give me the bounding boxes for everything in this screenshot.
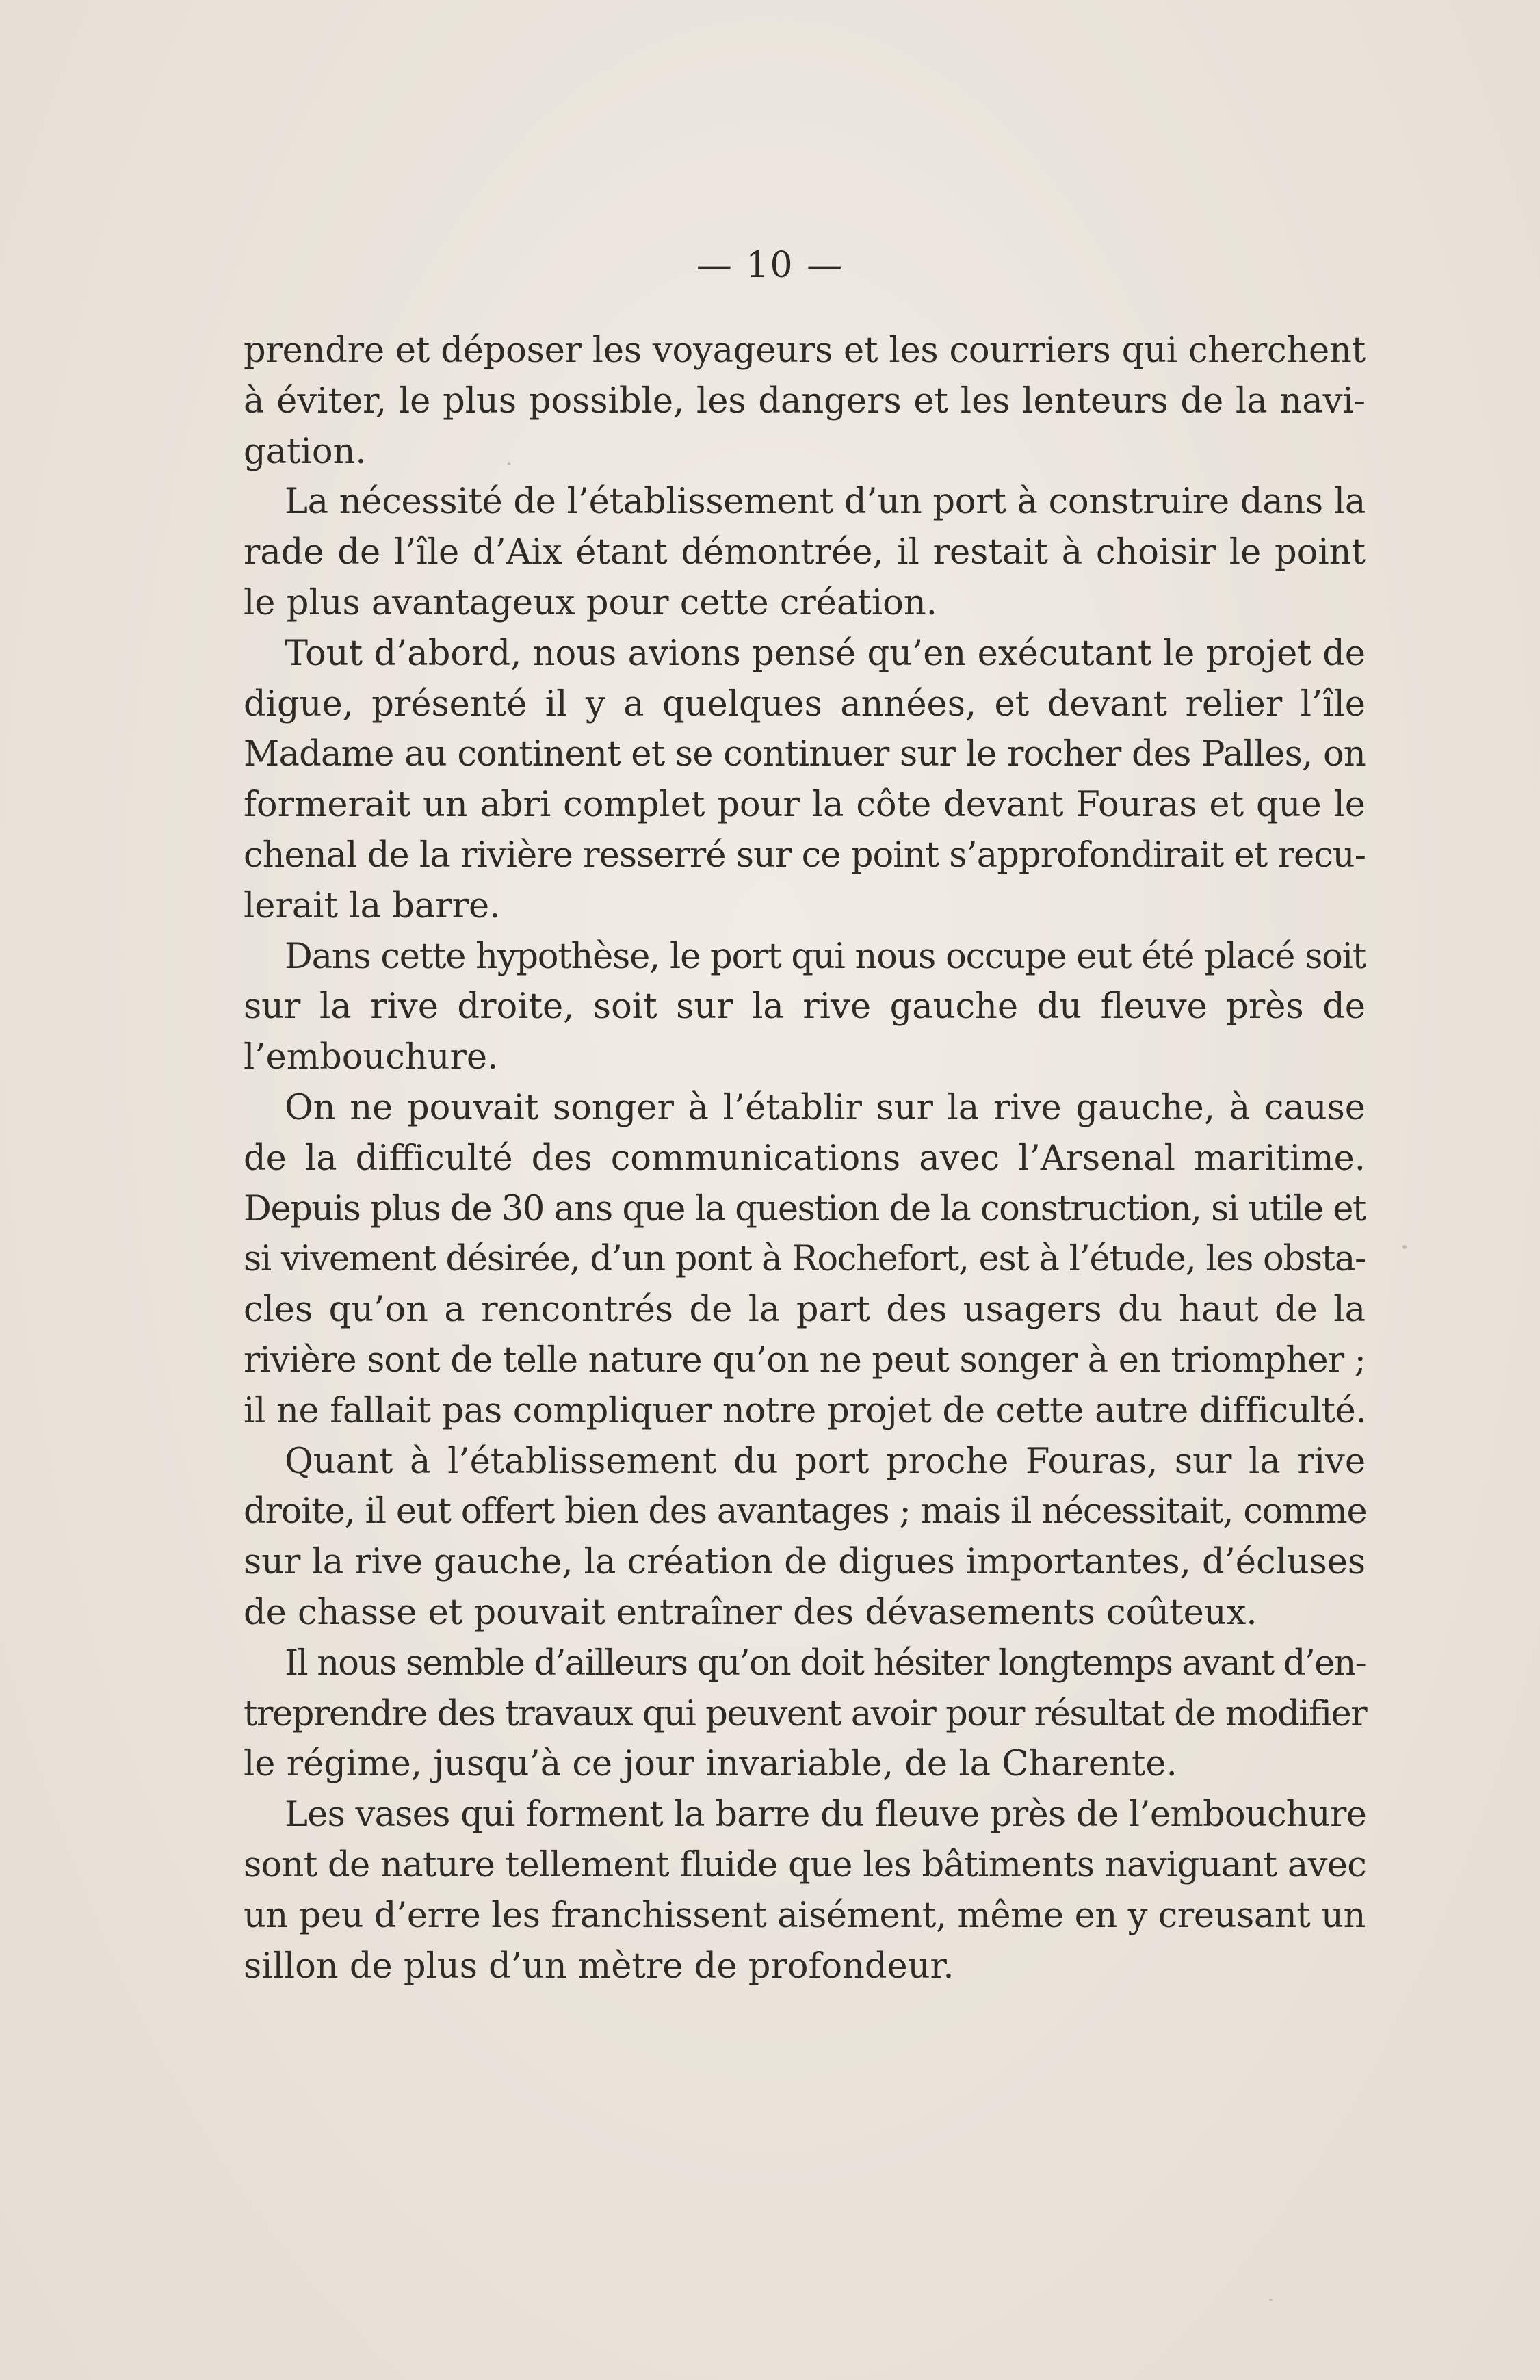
text-line: Il nous semble d’ailleurs qu’on doit hésiter longtemps avant d’en- <box>285 1643 1366 1684</box>
text-line: Tout d’abord, nous avions pensé qu’en exécutant le projet de <box>285 633 1366 674</box>
text-line: rivière sont de telle nature qu’on ne peut songer à en triompher ; <box>244 1339 1366 1381</box>
text-line: gation. <box>244 431 367 472</box>
text-line: Dans cette hypothèse, le port qui nous occupe eut été placé soit <box>285 936 1366 977</box>
body-text <box>244 326 1366 1991</box>
text-line: lerait la barre. <box>244 885 501 926</box>
text-line: sillon de plus d’un mètre de profondeur. <box>244 1946 954 1987</box>
text-line: rade de l’île d’Aix étant démontrée, il restait à choisir le point <box>244 532 1366 573</box>
text-line: à éviter, le plus possible, les dangers et les lenteurs de la navi- <box>244 380 1366 421</box>
text-line: un peu d’erre les franchissent aisément, même en y creusant un <box>244 1895 1366 1936</box>
text-line: chenal de la rivière resserré sur ce point s’approfondirait et recu- <box>244 835 1366 876</box>
text-line: droite, il eut offert bien des avantages ; mais il nécessitait, comme <box>244 1491 1367 1532</box>
text-line: sont de nature tellement fluide que les bâtiments naviguant avec <box>244 1844 1367 1885</box>
text-line: il ne fallait pas compliquer notre projet de cette autre difficulté. <box>244 1390 1367 1431</box>
paper-speck <box>508 462 510 465</box>
text-line: de chasse et pouvait entraîner des dévasements coûteux. <box>244 1592 1257 1633</box>
text-line: Madame au continent et se continuer sur le rocher des Palles, on <box>244 734 1366 775</box>
text-line: On ne pouvait songer à l’établir sur la rive gauche, à cause <box>285 1087 1366 1128</box>
text-line: cles qu’on a rencontrés de la part des usagers du haut de la <box>244 1290 1366 1331</box>
text-line: le plus avantageux pour cette création. <box>244 582 937 623</box>
text-line: le régime, jusqu’à ce jour invariable, de la Charente. <box>244 1744 1177 1785</box>
text-line: sur la rive gauche, la création de digues importantes, d’écluses <box>244 1542 1366 1583</box>
text-line: prendre et déposer les voyageurs et les courriers qui cherchent <box>244 330 1366 371</box>
page-number: — 10 — <box>696 245 844 286</box>
text-line: treprendre des travaux qui peuvent avoir pour résultat de modifier <box>244 1693 1367 1734</box>
text-line: l’embouchure. <box>244 1037 499 1078</box>
text-line: de la difficulté des communications avec l’Arsenal maritime. <box>244 1138 1366 1179</box>
text-line: La nécessité de l’établissement d’un port à construire dans la <box>285 482 1366 523</box>
paper-speck <box>1402 1245 1407 1249</box>
text-line: Depuis plus de 30 ans que la question de la construction, si utile et <box>244 1188 1366 1229</box>
text-line: formerait un abri complet pour la côte devant Fouras et que le <box>244 785 1366 826</box>
text-line: sur la rive droite, soit sur la rive gauche du fleuve près de <box>244 986 1366 1028</box>
text-line: Les vases qui forment la barre du fleuve près de l’embouchure <box>285 1794 1367 1835</box>
paper-speck <box>1269 2299 1273 2301</box>
text-line: digue, présenté il y a quelques années, et devant relier l’île <box>244 683 1366 724</box>
text-line: Quant à l’établissement du port proche Fouras, sur la rive <box>285 1441 1366 1482</box>
text-line: si vivement désirée, d’un pont à Rochefort, est à l’étude, les obsta- <box>244 1239 1366 1280</box>
